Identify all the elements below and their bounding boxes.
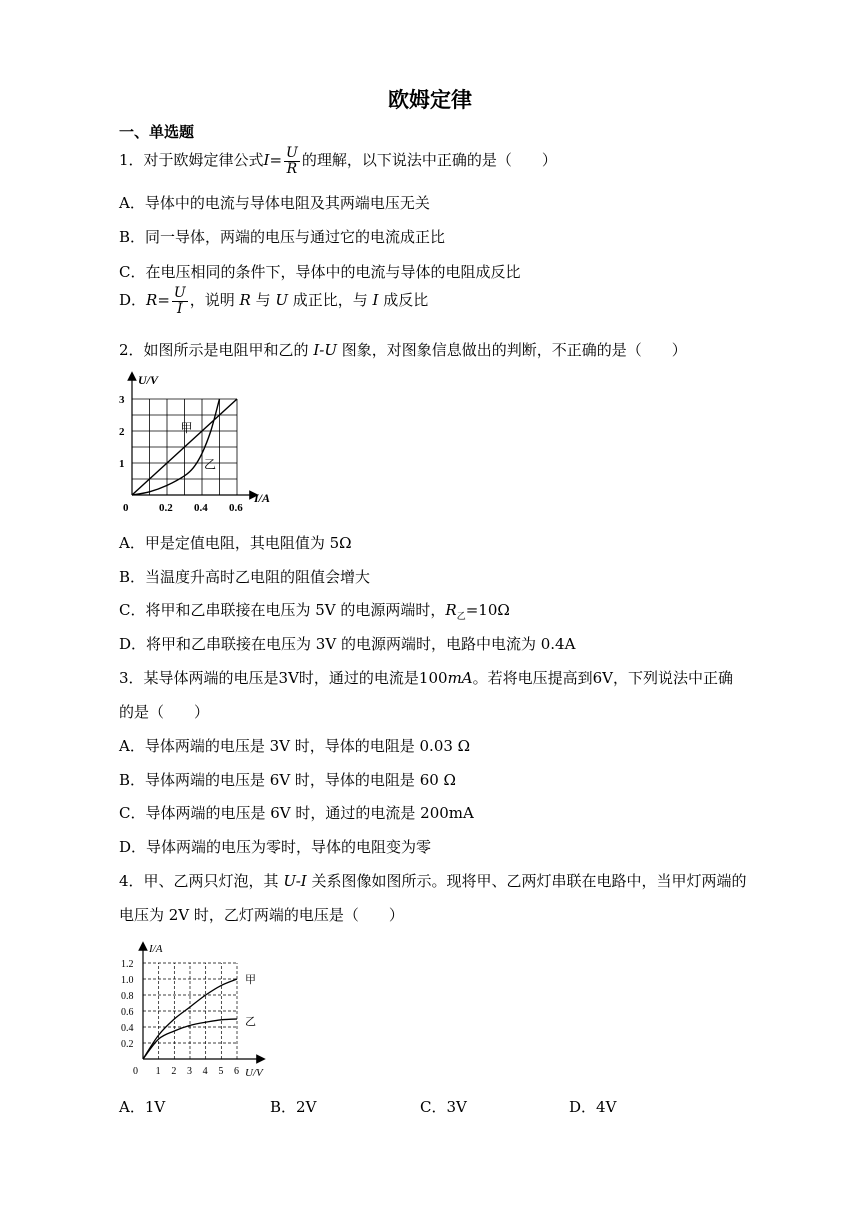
q3-stem-unit: mA [447,669,473,687]
section-heading: 一、单选题 [119,123,195,141]
q1-stem-tail: 的理解，以下说法中正确的是（ ） [301,151,557,170]
q4-option-b: B．2V [270,1098,317,1116]
q1-option-d-u: U [275,291,288,310]
q2-x-tick-label: 0.4 [194,502,208,514]
q4-x-tick-label: 5 [218,1066,224,1077]
q4-ui-graph [115,940,275,1082]
q1-formula-numerator: U [286,145,298,161]
q2-x-tick-label: 0 [123,502,129,514]
q4-option-d: D．4V [569,1098,617,1116]
q3-stem-line1 [119,667,733,688]
q2-y-tick-label: 3 [119,394,125,406]
q2-y-tick-label: 1 [119,458,125,470]
page-title: 欧姆定律 [388,88,472,112]
q4-y-tick-label: 0.8 [121,991,134,1002]
q4-x-axis-label: U/V [245,1067,263,1079]
q3-stem-text: 3．某导体两端的电压是3V时，通过的电流是100 [119,669,448,687]
q4-stem-text: 4．甲、乙两只灯泡，其 [119,872,284,890]
q4-y-tick-label: 0.6 [121,1007,134,1018]
q4-x-tick-label: 0 [133,1066,138,1077]
q3-option-b: B．导体两端的电压是 6V 时，导体的电阻是 60 Ω [119,771,456,789]
q4-stem-tail: 关系图像如图所示。现将甲、乙两灯串联在电路中，当甲灯两端的 [306,872,747,890]
q4-stem-ui: U-I [283,872,307,890]
q1-formula-fraction [284,146,300,176]
q2-x-axis-label: I/A [254,491,271,505]
q1-option-d-text3: 成正比，与 [288,291,373,310]
q4-y-axis-label: I/A [149,943,163,955]
q4-option-a: A．1V [119,1098,166,1116]
q4-x-tick-label: 3 [187,1066,192,1077]
q1-option-d-text2: 与 [250,291,276,310]
q2-series-label-yi: 乙 [204,457,217,472]
q2-stem-tail: 图象，对图象信息做出的判断，不正确的是（ ） [336,341,687,359]
q2-y-tick-label: 2 [119,426,125,438]
q1-option-d-numerator: U [173,285,186,301]
q2-option-c-tail: =10Ω [465,601,510,619]
q2-option-c-r: R [445,601,457,619]
q4-graph-grid [143,963,237,1059]
q1-option-d-lhs: R= [146,291,170,310]
q4-x-tick-label: 1 [155,1066,161,1077]
q4-series-label-jia: 甲 [245,974,256,986]
q2-x-tick-label: 0.2 [159,502,173,514]
q4-x-tick-label: 4 [202,1066,208,1077]
q2-option-d: D．将甲和乙串联接在电压为 3V 的电源两端时，电路中电流为 0.4A [119,635,576,653]
q1-stem [119,146,557,176]
q1-option-d-r: R [239,291,251,310]
q3-option-d: D．导体两端的电压为零时，导体的电阻变为零 [119,838,432,856]
q4-stem-line2: 电压为 2V 时，乙灯两端的电压是（ ） [119,906,404,924]
q4-stem-line1 [119,870,746,891]
q2-option-b: B．当温度升高时乙电阻的阻值会增大 [119,568,371,586]
q4-series-label-yi: 乙 [245,1016,256,1028]
q1-option-d-text4: 成反比 [378,291,429,310]
q2-stem-iu: I-U [313,341,337,359]
q2-option-a: A．甲是定值电阻，其电阻值为 5Ω [119,534,352,552]
q3-option-c: C．导体两端的电压是 6V 时，通过的电流是 200mA [119,804,474,822]
q1-formula-denominator: R [286,160,298,177]
q1-option-d-text1: ，说明 [189,291,240,310]
q1-option-d-fraction [172,286,188,316]
q3-stem-tail: 。若将电压提高到6V，下列说法中正确 [472,669,734,687]
q2-series-label-jia: 甲 [180,420,193,435]
q3-option-a: A．导体两端的电压是 3V 时，导体的电阻是 0.03 Ω [119,737,471,755]
q1-formula-lhs: I= [263,151,283,170]
q4-y-tick-label: 1.0 [121,975,134,986]
q2-iu-graph [112,370,292,515]
q1-option-b: B．同一导体，两端的电压与通过它的电流成正比 [119,228,446,246]
q2-option-c [119,599,510,622]
q2-option-c-subscript: 乙 [456,612,466,622]
q2-stem-text: 2．如图所示是电阻甲和乙的 [119,341,314,359]
q4-y-tick-label: 0.4 [121,1023,134,1034]
q2-y-axis-label: U/V [138,373,159,387]
q4-x-tick-label: 6 [234,1066,239,1077]
q1-option-d [119,286,428,316]
q1-option-d-i: I [372,291,379,310]
q4-x-tick-label: 2 [171,1066,177,1077]
q2-option-c-text: C．将甲和乙串联接在电压为 5V 的电源两端时， [119,601,446,619]
q4-y-tick-label: 1.2 [121,959,134,970]
q2-stem [119,339,687,360]
q1-option-a: A．导体中的电流与导体电阻及其两端电压无关 [119,194,430,212]
q2-x-tick-label: 0.6 [229,502,243,514]
q1-stem-text: 1．对于欧姆定律公式 [119,151,264,170]
q4-option-c: C．3V [420,1098,467,1116]
q4-y-tick-label: 0.2 [121,1039,134,1050]
q1-option-d-denominator: I [177,300,183,317]
q1-option-d-letter: D． [119,291,147,310]
q3-stem-line2: 的是（ ） [119,703,210,721]
q1-option-c: C．在电压相同的条件下，导体中的电流与导体的电阻成反比 [119,263,521,281]
